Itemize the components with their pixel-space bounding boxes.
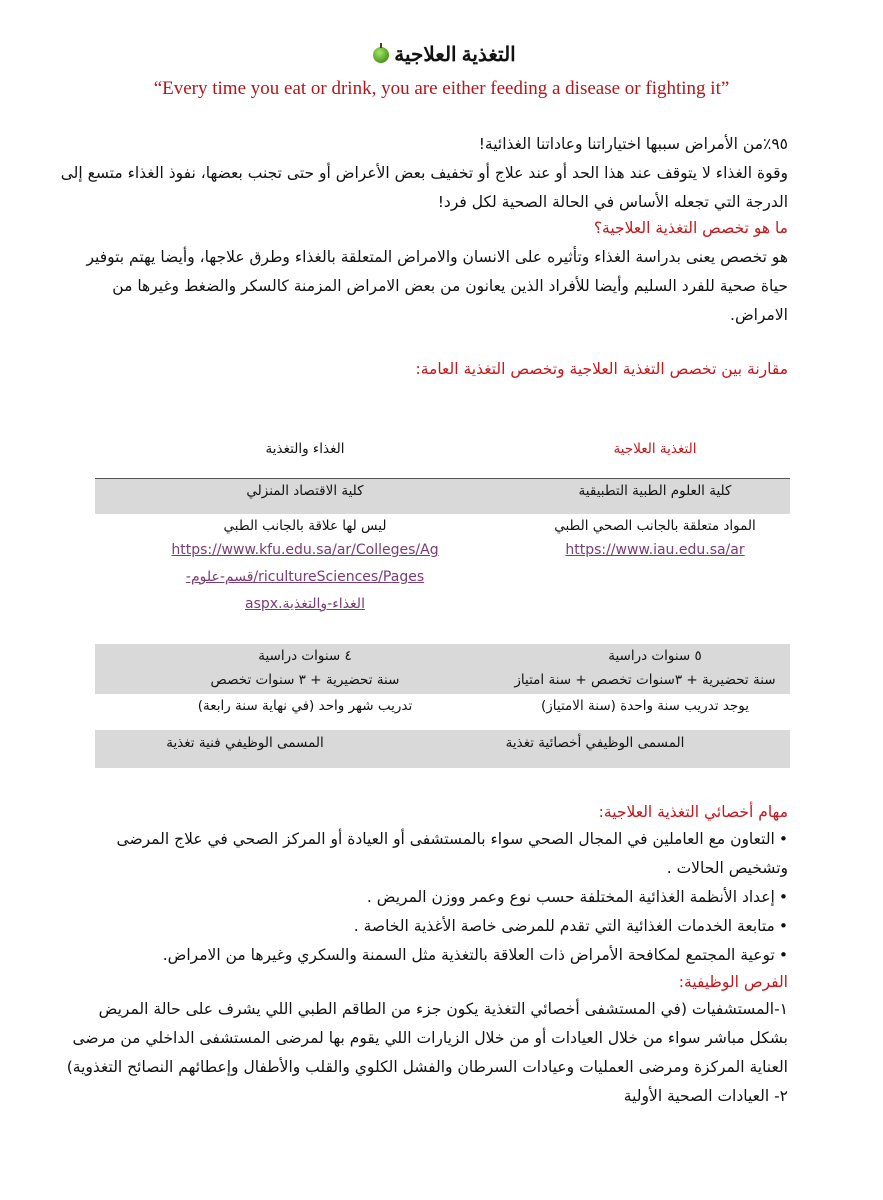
iau-link[interactable]: https://www.iau.edu.sa/ar bbox=[565, 542, 745, 558]
what-line: الامراض. bbox=[730, 306, 788, 324]
list-item: •إعداد الأنظمة الغذائية المختلفة حسب نوع وعمر ووزن المريض . bbox=[366, 888, 788, 906]
list-item: •متابعة الخدمات الغذائية التي تقدم للمرضى خاصة الأغذية الخاصة . bbox=[353, 917, 788, 935]
intro-line: وقوة الغذاء لا يتوقف عند هذا الحد أو عند علاج أو تخفيف بعض الأعراض أو حتى تجنب بعضها، نفوذ الغذاء متسع إلى bbox=[60, 164, 788, 182]
kfu-link[interactable] bbox=[150, 537, 460, 618]
jobs-heading: الفرص الوظيفية: bbox=[678, 973, 788, 991]
intro-paragraph bbox=[48, 130, 788, 217]
what-line: حياة صحية للفرد السليم وأيضا للأفراد الذين يعانون من بعض الامراض المزمنة كالسكر والضغط وغيرها من bbox=[112, 277, 788, 295]
kfu-link-line[interactable]: الغذاء-والتغذية.aspx bbox=[245, 596, 365, 612]
intro-line: الدرجة التي تجعله الأساس في الحالة الصحية لكل فرد! bbox=[437, 193, 788, 211]
jobs-line: بشكل مباشر سواء من خلال العيادات أو من خلال الزيارات اللي يقوم بها لمرضى المستشفى الداخلي من مرضى bbox=[72, 1029, 788, 1047]
table-cell: تدريب شهر واحد (في نهاية سنة رابعة) bbox=[197, 698, 413, 714]
bullet-icon: • bbox=[778, 888, 788, 906]
jobs-paragraph bbox=[48, 995, 788, 1111]
table-cell: ليس لها علاقة بالجانب الطبي bbox=[223, 518, 387, 534]
what-body bbox=[48, 243, 788, 330]
page-title bbox=[0, 42, 883, 67]
jobs-line: العناية المركزة ومرضى العمليات وعيادات السرطان والفشل الكلوي والقلب والأطفال وإعطائهم النصائح التغذوية) bbox=[66, 1058, 788, 1076]
kfu-link-line[interactable]: https://www.kfu.edu.sa/ar/Colleges/Ag bbox=[171, 542, 439, 558]
table-cell: كلية الاقتصاد المنزلي bbox=[246, 483, 364, 499]
table-cell: يوجد تدريب سنة واحدة (سنة الامتياز) bbox=[540, 698, 749, 714]
what-heading: ما هو تخصص التغذية العلاجية؟ bbox=[593, 219, 788, 237]
quote: “Every time you eat or drink, you are either feeding a disease or fighting it” bbox=[153, 78, 730, 99]
table-cell: ٤ سنوات دراسية bbox=[258, 648, 352, 664]
table-cell: سنة تحضيرية + ٣سنوات تخصص + سنة امتياز bbox=[514, 672, 776, 688]
comparison-heading: مقارنة بين تخصص التغذية العلاجية وتخصص التغذية العامة: bbox=[415, 360, 788, 378]
bullet-icon: • bbox=[778, 917, 788, 935]
bullet-icon: • bbox=[778, 830, 788, 848]
intro-line: ٩٥٪من الأمراض سببها اختياراتنا وعاداتنا الغذائية! bbox=[478, 135, 788, 153]
table-cell: المسمى الوظيفي أخصائية تغذية bbox=[505, 735, 685, 751]
list-item-continuation: وتشخيص الحالات . bbox=[666, 859, 788, 877]
table-cell: كلية العلوم الطبية التطبيقية bbox=[578, 483, 732, 499]
table-cell: المواد متعلقة بالجانب الصحي الطبي bbox=[554, 518, 756, 534]
what-line: هو تخصص يعنى بدراسة الغذاء وتأثيره على الانسان والامراض المتعلقة بالغذاء وطرق علاجها، وأيضا يهتم بتوفير bbox=[86, 248, 788, 266]
table-header-divider bbox=[95, 478, 790, 479]
list-item: •توعية المجتمع لمكافحة الأمراض ذات العلاقة بالتغذية مثل السمنة والسكري وغيرها من الامراض. bbox=[162, 946, 788, 964]
jobs-line: ١-المستشفيات (في المستشفى أخصائي التغذية يكون جزء من الطاقم الطبي اللي يشرف على حالة المريض bbox=[98, 1000, 788, 1018]
green-apple-icon bbox=[373, 47, 389, 63]
table-cell: سنة تحضيرية + ٣ سنوات تخصص bbox=[210, 672, 400, 688]
table-cell: المسمى الوظيفي فنية تغذية bbox=[166, 735, 324, 751]
tasks-heading: مهام أخصائي التغذية العلاجية: bbox=[598, 803, 788, 821]
table-header-therapeutic: التغذية العلاجية bbox=[613, 441, 697, 457]
list-item: •التعاون مع العاملين في المجال الصحي سواء بالمستشفى أو العيادة أو المركز الصحي في علاج المرضى bbox=[116, 830, 788, 848]
bullet-icon: • bbox=[778, 946, 788, 964]
tasks-list bbox=[48, 825, 788, 970]
table-cell: ٥ سنوات دراسية bbox=[608, 648, 702, 664]
title-text: التغذية العلاجية bbox=[394, 44, 516, 66]
table-header-food-nutrition: الغذاء والتغذية bbox=[265, 441, 345, 457]
kfu-link-line[interactable]: ricultureSciences/Pages/قسم-علوم- bbox=[185, 569, 425, 585]
jobs-line: ٢- العيادات الصحية الأولية bbox=[623, 1087, 788, 1105]
